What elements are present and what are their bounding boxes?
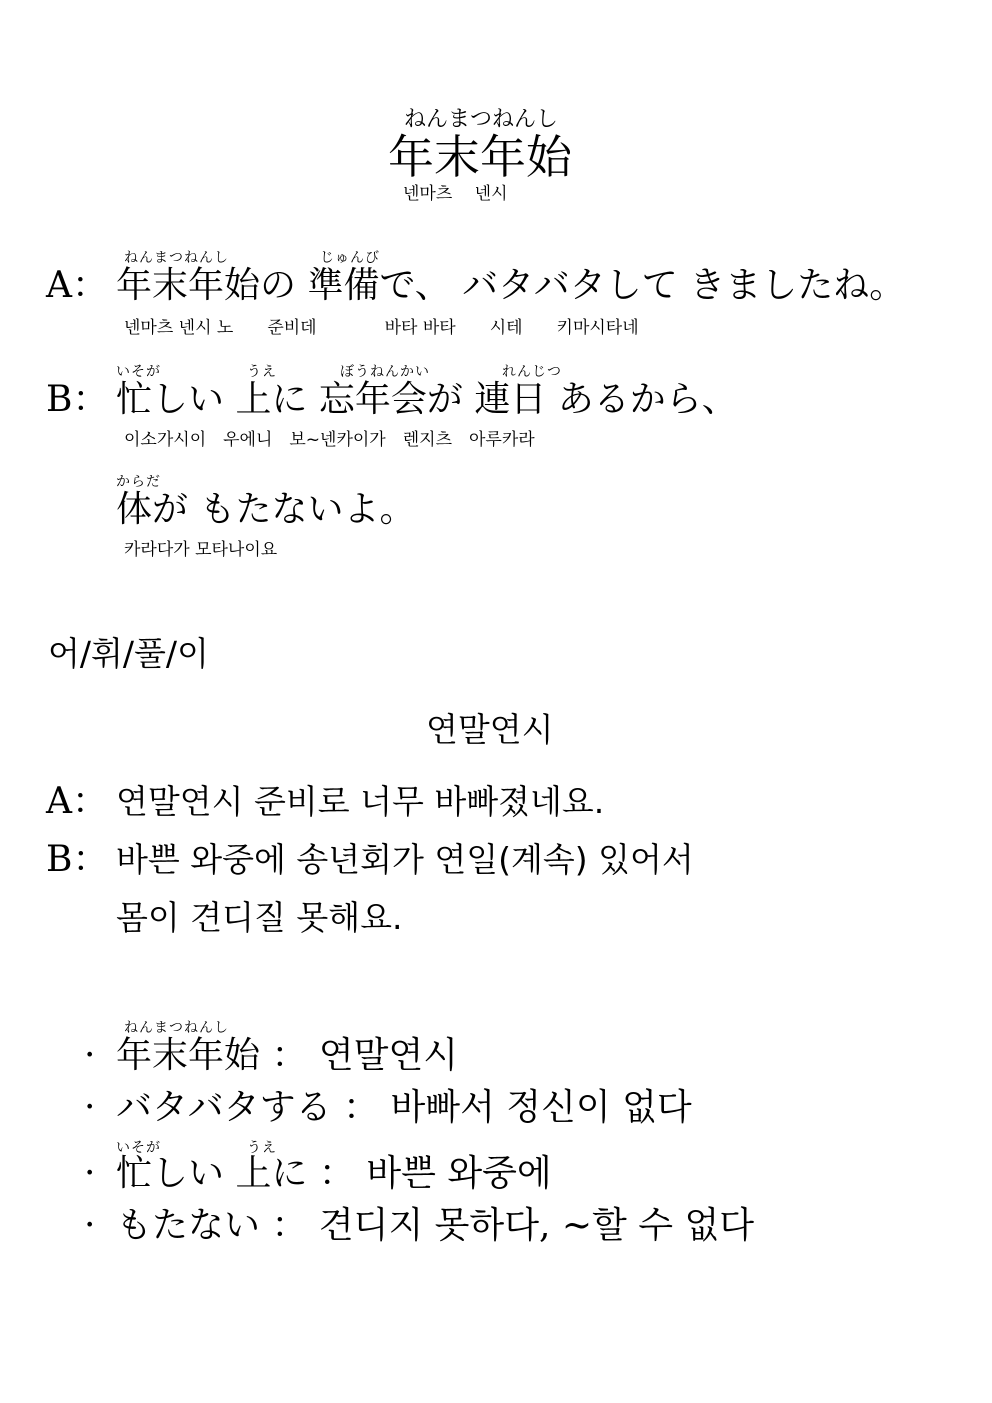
dialogue-a-reading: 넨마츠 넨시 노 준비데 바타 바타 시테 키마시타네 [124, 318, 639, 338]
translation-b-text: 바쁜 와중에 송년회가 연일(계속) 있어서 [116, 840, 694, 879]
vocab-item-1: 年末年始 ： 연말연시 [116, 1035, 458, 1076]
dialogue-b-ruby-4: れんじつ [502, 364, 562, 380]
title-korean-reading: 넨마츠 넨시 [403, 184, 508, 204]
vocab-heading: 어/휘/풀/이 [48, 634, 209, 673]
dialogue-b-ruby-3: ぼうねんかい [340, 364, 430, 380]
dialogue-b-label: B： [46, 379, 109, 420]
translation-a-label: A： [46, 781, 108, 822]
translation-b2-text: 몸이 견디질 못해요. [116, 898, 403, 937]
dialogue-b-reading: 이소가시이 우에니 보~넨카이가 렌지츠 아루카라 [124, 430, 535, 450]
dialogue-a-ruby-2: じゅんび [320, 250, 380, 266]
page-title: 年末年始 [388, 130, 572, 184]
vocab-item-2: バタバタする ： 바빠서 정신이 없다 [116, 1087, 692, 1128]
title-ruby: ねんまつねんし [404, 107, 559, 132]
dialogue-b2-reading: 카라다가 모타나이요 [124, 540, 278, 560]
translation-title: 연말연시 [426, 710, 554, 749]
translation-b-label: B： [46, 839, 109, 880]
dialogue-a-text: 年末年始の 準備で、 バタバタして きましたね。 [116, 265, 906, 306]
dialogue-b-text: 忙しい 上に 忘年会が 連日 あるから、 [116, 379, 738, 420]
translation-a-text: 연말연시 준비로 너무 바빠졌네요. [116, 782, 605, 821]
dialogue-b-ruby-1: いそが [116, 364, 161, 380]
vocab-item-2-bullet: · [84, 1087, 96, 1128]
vocab-item-3-bullet: · [84, 1153, 96, 1194]
vocab-item-4-bullet: · [84, 1205, 96, 1246]
vocab-item-1-bullet: · [84, 1035, 96, 1076]
vocab-item-1-ruby: ねんまつねんし [124, 1020, 229, 1036]
dialogue-a-ruby-1: ねんまつねんし [124, 250, 229, 266]
dialogue-a-label: A： [46, 265, 108, 306]
dialogue-b-ruby-2: うえ [247, 364, 277, 380]
dialogue-b2-text: 体が もたないよ。 [116, 489, 416, 530]
vocab-item-3-ruby-2: うえ [247, 1140, 277, 1156]
vocab-item-4: もたない ： 견디지 못하다, ~할 수 없다 [116, 1205, 755, 1246]
dialogue-b2-ruby: からだ [116, 474, 161, 490]
vocab-item-3: 忙しい 上に ： 바쁜 와중에 [116, 1153, 552, 1194]
vocab-item-3-ruby-1: いそが [116, 1140, 161, 1156]
